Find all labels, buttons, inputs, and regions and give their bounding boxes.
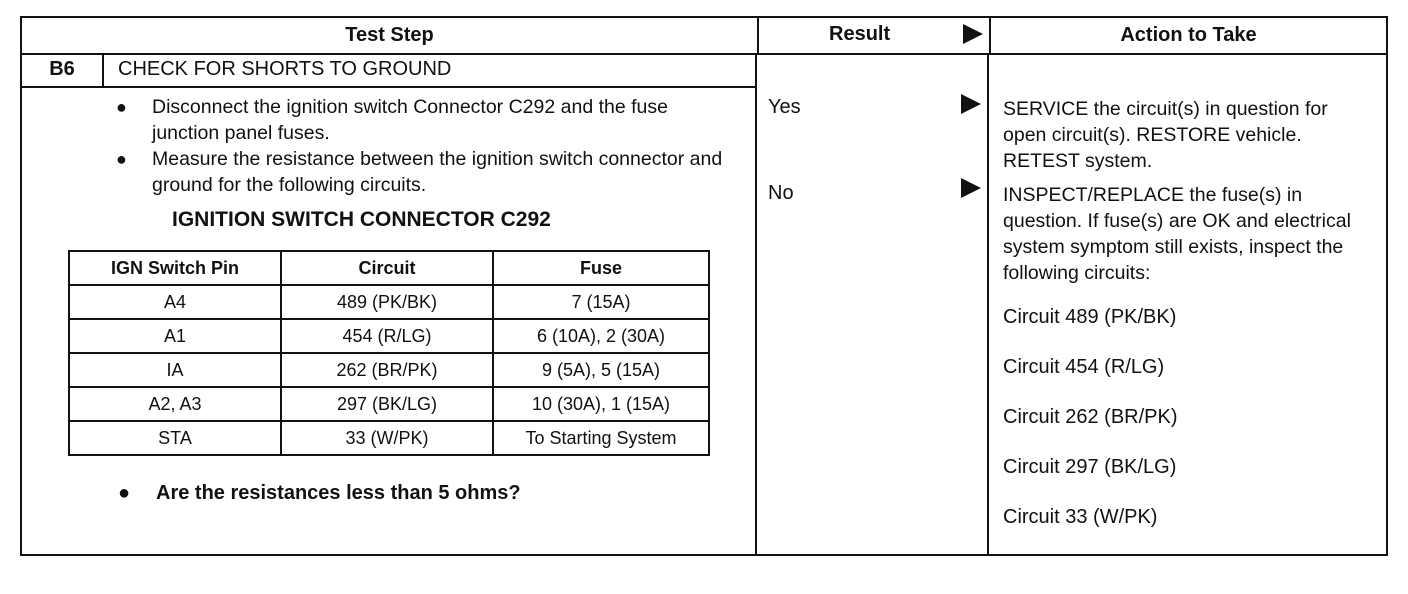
table-row: [69, 319, 709, 353]
header-result: [757, 18, 991, 55]
table-cell: 9 (5A), 5 (15A): [493, 353, 709, 387]
header-test-step: [22, 18, 757, 55]
table-cell: 33 (W/PK): [281, 421, 493, 455]
bullet-icon: ●: [118, 482, 131, 504]
circuit-item: Circuit 489 (PK/BK): [1003, 306, 1177, 328]
column-header: IGN Switch Pin: [69, 251, 281, 285]
divider: [987, 53, 989, 554]
table-cell: 489 (PK/BK): [281, 285, 493, 319]
header-test-step-label: Test Step: [345, 24, 434, 46]
bullet-icon: ●: [116, 149, 127, 169]
action-yes: SERVICE the circuit(s) in question for open circuit(s). RESTORE vehicle. RETEST system.: [1003, 98, 1328, 172]
header-action-label: Action to Take: [1120, 24, 1257, 46]
table-row: [69, 353, 709, 387]
circuit-item: Circuit 262 (BR/PK): [1003, 406, 1178, 428]
divider: [755, 53, 757, 554]
question-bullet: [118, 482, 521, 505]
pin-table: [68, 250, 710, 456]
step-title: CHECK FOR SHORTS TO GROUND: [118, 58, 452, 80]
table-cell: A2, A3: [69, 387, 281, 421]
step-id: B6: [22, 53, 104, 86]
table-cell: 10 (30A), 1 (15A): [493, 387, 709, 421]
circuit-item: Circuit 297 (BK/LG): [1003, 456, 1177, 478]
table-row: [69, 285, 709, 319]
column-header: Fuse: [493, 251, 709, 285]
connector-title: IGNITION SWITCH CONNECTOR C292: [172, 208, 551, 231]
bullet-icon: ●: [116, 97, 127, 117]
arrow-right-icon: [961, 94, 981, 114]
table-cell: 454 (R/LG): [281, 319, 493, 353]
header-result-label: Result: [829, 23, 891, 45]
table-cell: STA: [69, 421, 281, 455]
instruction-bullet: [116, 94, 732, 146]
table-header-row: [69, 251, 709, 285]
table-cell: 6 (10A), 2 (30A): [493, 319, 709, 353]
table-cell: 262 (BR/PK): [281, 353, 493, 387]
question-text: Are the resistances less than 5 ohms?: [156, 482, 521, 504]
circuit-item: Circuit 33 (W/PK): [1003, 506, 1158, 528]
circuit-item: Circuit 454 (R/LG): [1003, 356, 1165, 378]
result-yes: Yes: [768, 96, 801, 118]
instruction-bullet: [116, 146, 732, 198]
arrow-right-icon: [963, 24, 983, 44]
step-heading-row: [22, 53, 757, 88]
action-no: INSPECT/REPLACE the fuse(s) in question. If fuse(s) are OK and electrical system symptom still exists, inspect the following circuits:: [1003, 184, 1351, 284]
table-row: [69, 387, 709, 421]
table-cell: A4: [69, 285, 281, 319]
table-row: [69, 421, 709, 455]
arrow-right-icon: [961, 178, 981, 198]
table-cell: 7 (15A): [493, 285, 709, 319]
result-no: No: [768, 182, 794, 204]
test-step-table: [20, 16, 1388, 556]
table-cell: A1: [69, 319, 281, 353]
header-action: [989, 18, 1386, 55]
table-cell: 297 (BK/LG): [281, 387, 493, 421]
table-cell: IA: [69, 353, 281, 387]
table-cell: To Starting System: [493, 421, 709, 455]
instruction-text: Disconnect the ignition switch Connector C292 and the fuse junction panel fuses.: [152, 96, 668, 144]
column-header: Circuit: [281, 251, 493, 285]
instruction-text: Measure the resistance between the ignition switch connector and ground for the following circuits.: [152, 148, 723, 196]
